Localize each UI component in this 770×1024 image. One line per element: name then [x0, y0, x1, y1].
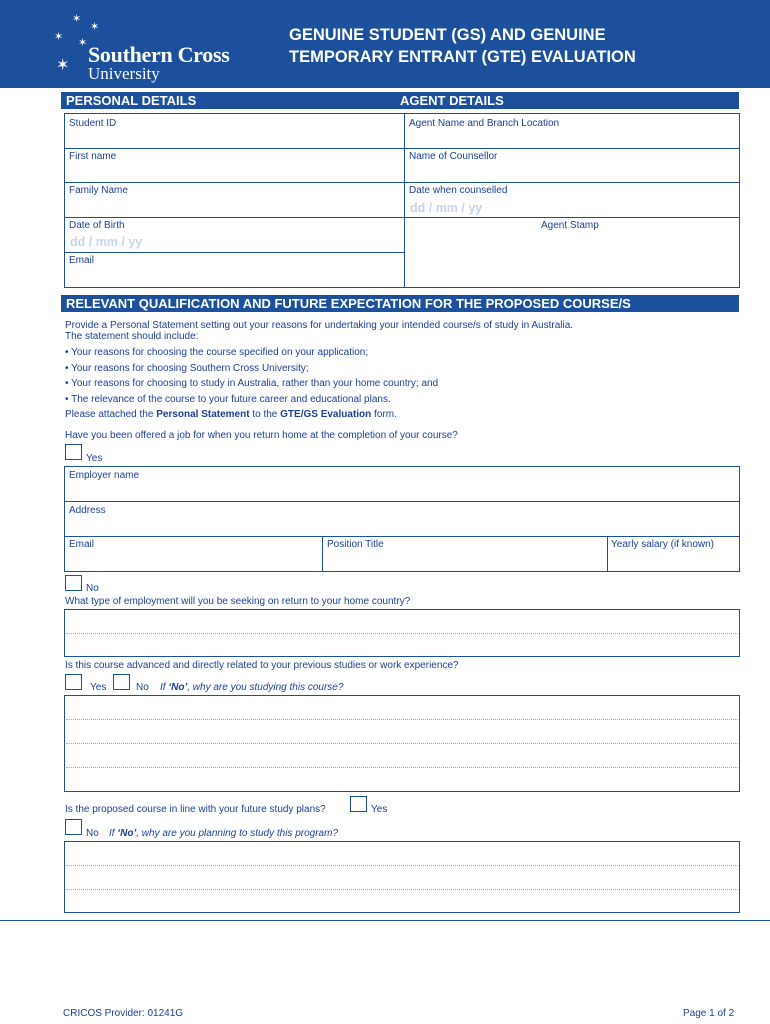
plans-if-no-prompt: [109, 826, 338, 842]
grid-row-line: [64, 252, 405, 253]
bullet-item: • Your reasons for choosing Southern Cross University;: [65, 363, 309, 374]
intro-text: Provide a Personal Statement setting out your reasons for undertaking your intended course/s of study in Australia.: [65, 320, 574, 331]
grid-row-line: [64, 182, 740, 183]
grid-row-line: [64, 217, 740, 218]
grid-row-line: [64, 536, 740, 537]
student-id-field[interactable]: Student ID: [69, 118, 117, 129]
question-advanced: Is this course advanced and directly related to your previous studies or work experience?: [65, 660, 459, 671]
header-banner: [0, 0, 770, 88]
writing-line: [66, 865, 738, 866]
if-no-bold: ‘No’: [117, 828, 137, 839]
plans-answer-box[interactable]: [64, 841, 740, 913]
attach-pre: Please attached the: [65, 409, 157, 420]
writing-line: [66, 633, 738, 634]
page-title: [289, 24, 636, 68]
if-no-bold: ‘No’: [168, 682, 188, 693]
salary-field[interactable]: Yearly salary (if known): [611, 539, 715, 550]
title-line-2: TEMPORARY ENTRANT (GTE) EVALUATION: [289, 48, 636, 66]
logo-sub: University: [88, 64, 160, 83]
if-no-pre: If: [109, 828, 118, 839]
bullet-item: • Your reasons for choosing to study in Australia, rather than your home country; and: [65, 378, 439, 389]
advanced-no-checkbox[interactable]: [113, 674, 130, 690]
if-no-pre: If: [160, 682, 169, 693]
employer-name-field[interactable]: Employer name: [69, 470, 140, 481]
advanced-yes-label: Yes: [90, 682, 107, 693]
advanced-yes-checkbox[interactable]: [65, 674, 82, 690]
personal-details-heading: PERSONAL DETAILS: [61, 92, 405, 109]
attach-bold-1: Personal Statement: [156, 409, 250, 420]
employer-email-field[interactable]: Email: [69, 539, 95, 550]
agent-name-field[interactable]: Agent Name and Branch Location: [409, 118, 560, 129]
job-no-label: No: [86, 583, 99, 594]
attach-post: form.: [371, 409, 397, 420]
star-icon: ✶: [56, 57, 70, 74]
email-field[interactable]: Email: [69, 255, 95, 266]
if-no-rest: , why are you planning to study this program?: [136, 828, 339, 839]
star-icon: ✶: [54, 31, 64, 43]
star-icon: ✶: [90, 21, 100, 33]
writing-line: [66, 743, 738, 744]
first-name-field[interactable]: First name: [69, 151, 117, 162]
intro-text-2: The statement should include:: [65, 331, 199, 342]
grid-row-line: [64, 501, 740, 502]
footer-rule: [0, 920, 770, 921]
question-job-offer: Have you been offered a job for when you return home at the completion of your course?: [65, 430, 458, 441]
details-grid: [64, 113, 740, 288]
attach-mid: to the: [249, 409, 281, 420]
page-number: Page 1 of 2: [683, 1008, 735, 1019]
advanced-no-label: No: [136, 682, 149, 693]
dob-field[interactable]: Date of Birth: [69, 220, 125, 231]
agent-details-heading: AGENT DETAILS: [395, 92, 739, 109]
agent-stamp-label: Agent Stamp: [541, 220, 599, 231]
grid-divider: [404, 113, 405, 288]
grid-divider: [322, 536, 323, 572]
title-line-1: GENUINE STUDENT (GS) AND GENUINE: [289, 26, 606, 44]
plans-yes-checkbox[interactable]: [350, 796, 367, 812]
attach-bold-2: GTE/GS Evaluation: [280, 409, 372, 420]
job-yes-label: Yes: [86, 453, 103, 464]
qualification-heading: RELEVANT QUALIFICATION AND FUTURE EXPECTATION FOR THE PROPOSED COURSE/S: [61, 295, 739, 312]
attach-instruction: [65, 407, 397, 423]
writing-line: [66, 719, 738, 720]
question-employment: What type of employment will you be seeking on return to your home country?: [65, 596, 411, 607]
job-yes-checkbox[interactable]: [65, 444, 82, 460]
address-field[interactable]: Address: [69, 505, 106, 516]
writing-line: [66, 889, 738, 890]
dob-placeholder: dd / mm / yy: [70, 235, 143, 249]
date-counselled-field[interactable]: Date when counselled: [409, 185, 508, 196]
advanced-if-no-prompt: [160, 680, 343, 696]
university-logo: [48, 12, 268, 84]
employer-grid: [64, 466, 740, 572]
plans-no-label: No: [86, 828, 99, 839]
grid-row-line: [64, 148, 740, 149]
bullet-item: • The relevance of the course to your future career and educational plans.: [65, 394, 391, 405]
star-icon: ✶: [78, 37, 88, 49]
grid-divider: [607, 536, 608, 572]
counsellor-field[interactable]: Name of Counsellor: [409, 151, 498, 162]
date-counselled-placeholder: dd / mm / yy: [410, 201, 483, 215]
writing-line: [66, 767, 738, 768]
family-name-field[interactable]: Family Name: [69, 185, 128, 196]
question-plans: Is the proposed course in line with your future study plans?: [65, 804, 326, 815]
cricos-provider: CRICOS Provider: 01241G: [63, 1008, 184, 1019]
plans-no-checkbox[interactable]: [65, 819, 82, 835]
if-no-rest: , why are you studying this course?: [187, 682, 344, 693]
logo-name: Southern Cross: [88, 42, 230, 67]
plans-yes-label: Yes: [371, 804, 388, 815]
bullet-item: • Your reasons for choosing the course specified on your application;: [65, 347, 369, 358]
star-icon: ✶: [72, 13, 82, 25]
position-title-field[interactable]: Position Title: [327, 539, 384, 550]
job-no-checkbox[interactable]: [65, 575, 82, 591]
